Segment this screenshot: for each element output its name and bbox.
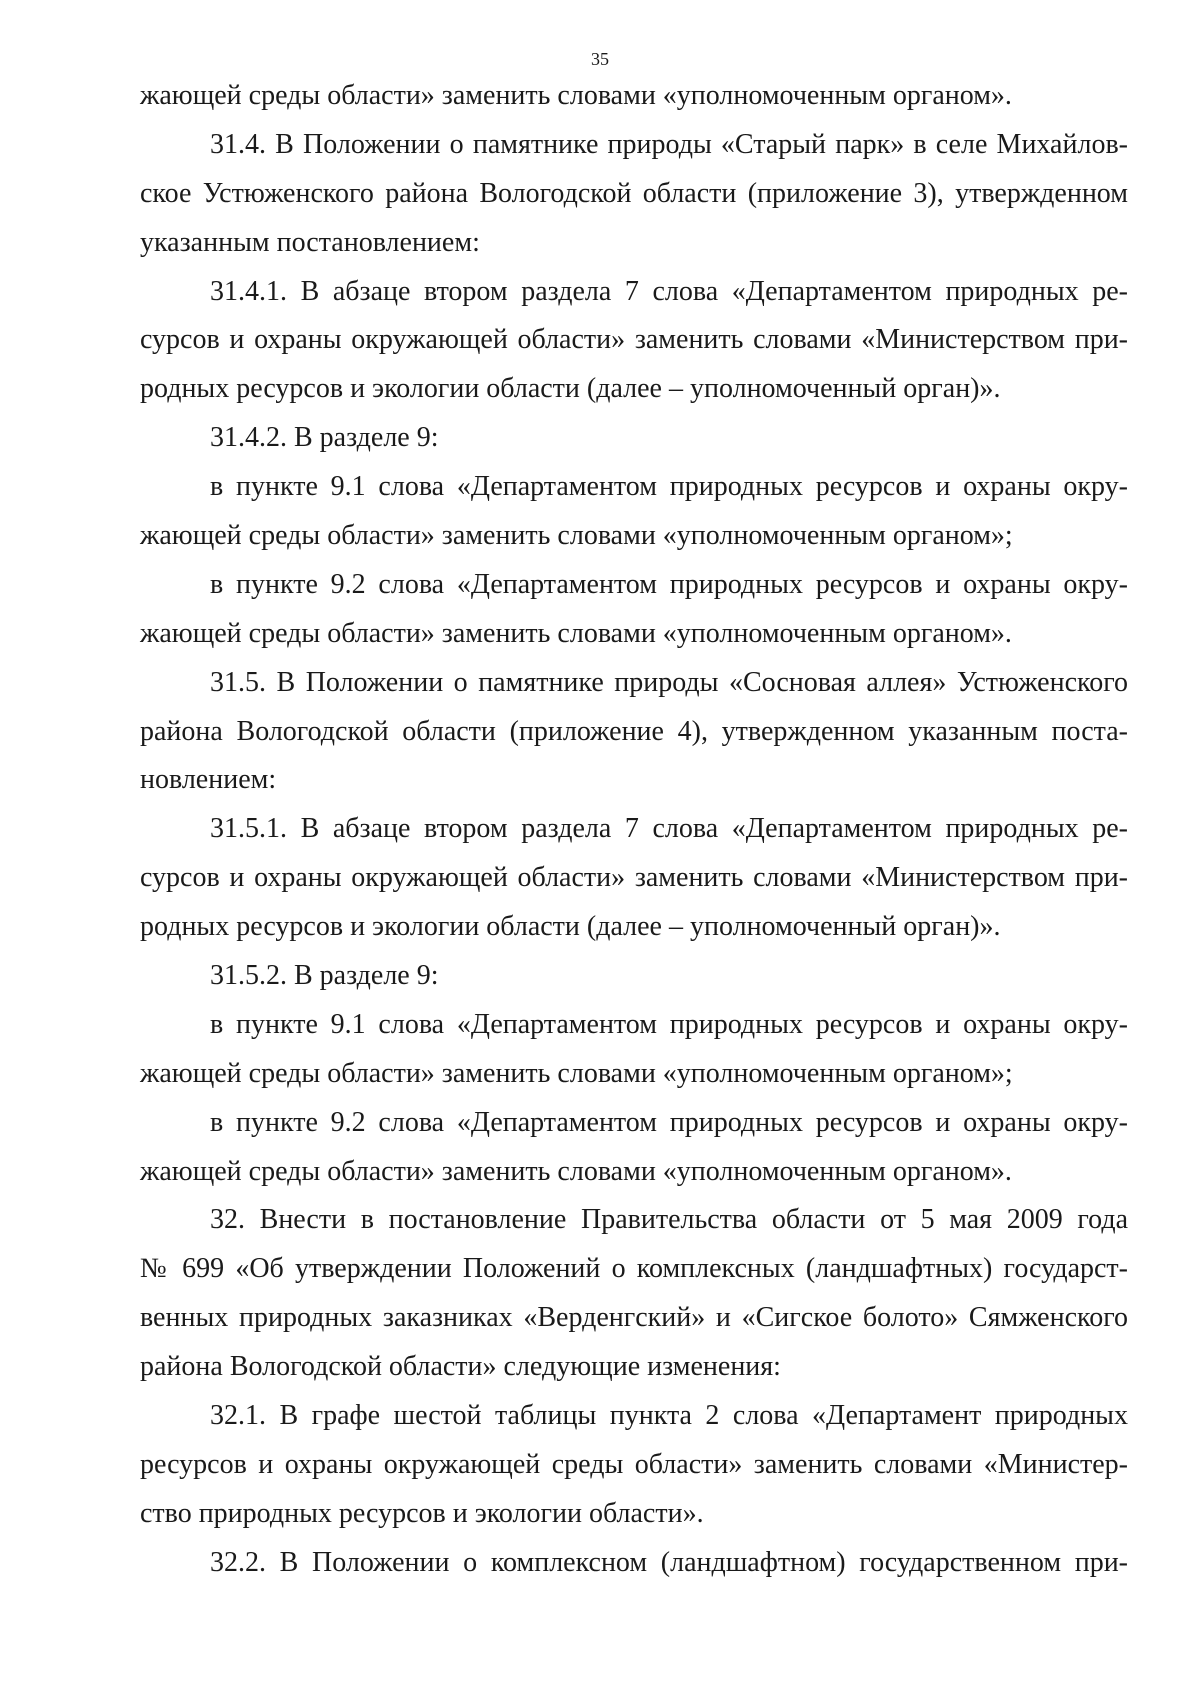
text-line: ство природных ресурсов и экологии области». — [140, 1497, 704, 1529]
text-line: района Вологодской области» следующие изменения: — [140, 1351, 781, 1383]
text-line: жающей среды области» заменить словами «уполномоченным органом». — [140, 617, 1012, 649]
text-line: района Вологодской области (приложение 4), утвержденном указанным поста- — [140, 715, 1128, 747]
text-line: в пункте 9.1 слова «Департаментом природных ресурсов и охраны окру- — [210, 1008, 1128, 1040]
text-line: 31.5.1. В абзаце втором раздела 7 слова «Департаментом природных ре- — [210, 813, 1128, 845]
text-line: жающей среды области» заменить словами «уполномоченным органом»; — [140, 1057, 1013, 1089]
text-line: 31.4. В Положении о памятнике природы «Старый парк» в селе Михайлов- — [210, 128, 1128, 160]
text-line: 31.4.2. В разделе 9: — [210, 422, 439, 454]
text-line: 31.4.1. В абзаце втором раздела 7 слова «Департаментом природных ре- — [210, 275, 1128, 307]
text-line: жающей среды области» заменить словами «уполномоченным органом». — [140, 80, 1012, 111]
text-line: № 699 «Об утверждении Положений о комплексных (ландшафтных) государст- — [140, 1253, 1128, 1285]
text-line: 32.1. В графе шестой таблицы пункта 2 слова «Департамент природных — [210, 1400, 1128, 1432]
text-line: в пункте 9.2 слова «Департаментом природных ресурсов и охраны окру- — [210, 568, 1128, 600]
text-line: в пункте 9.1 слова «Департаментом природных ресурсов и охраны окру- — [210, 471, 1128, 503]
text-line: 31.5. В Положении о памятнике природы «Сосновая аллея» Устюженского — [210, 666, 1128, 698]
text-line: новлением: — [140, 764, 277, 796]
text-line: в пункте 9.2 слова «Департаментом природных ресурсов и охраны окру- — [210, 1106, 1128, 1138]
document-body — [140, 72, 1128, 1588]
text-line: родных ресурсов и экологии области (далее – уполномоченный орган)». — [140, 911, 1001, 943]
text-line: 32. Внести в постановление Правительства области от 5 мая 2009 года — [210, 1204, 1128, 1236]
text-line: венных природных заказниках «Верденгский» и «Сигское болото» Сямженского — [140, 1302, 1128, 1334]
text-line: ское Устюженского района Вологодской области (приложение 3), утвержденном — [140, 177, 1128, 209]
text-line: сурсов и охраны окружающей области» заменить словами «Министерством при- — [140, 862, 1128, 894]
text-line: родных ресурсов и экологии области (далее – уполномоченный орган)». — [140, 373, 1001, 405]
text-line: сурсов и охраны окружающей области» заменить словами «Министерством при- — [140, 324, 1128, 356]
text-line: 32.2. В Положении о комплексном (ландшафтном) государственном при- — [210, 1546, 1128, 1578]
text-line: 31.5.2. В разделе 9: — [210, 960, 439, 992]
text-line: жающей среды области» заменить словами «уполномоченным органом»; — [140, 520, 1013, 552]
text-line: указанным постановлением: — [140, 226, 480, 258]
page-number: 35 — [591, 49, 609, 69]
text-line: ресурсов и охраны окружающей среды области» заменить словами «Министер- — [140, 1448, 1128, 1480]
text-line: жающей среды области» заменить словами «уполномоченным органом». — [140, 1155, 1012, 1187]
